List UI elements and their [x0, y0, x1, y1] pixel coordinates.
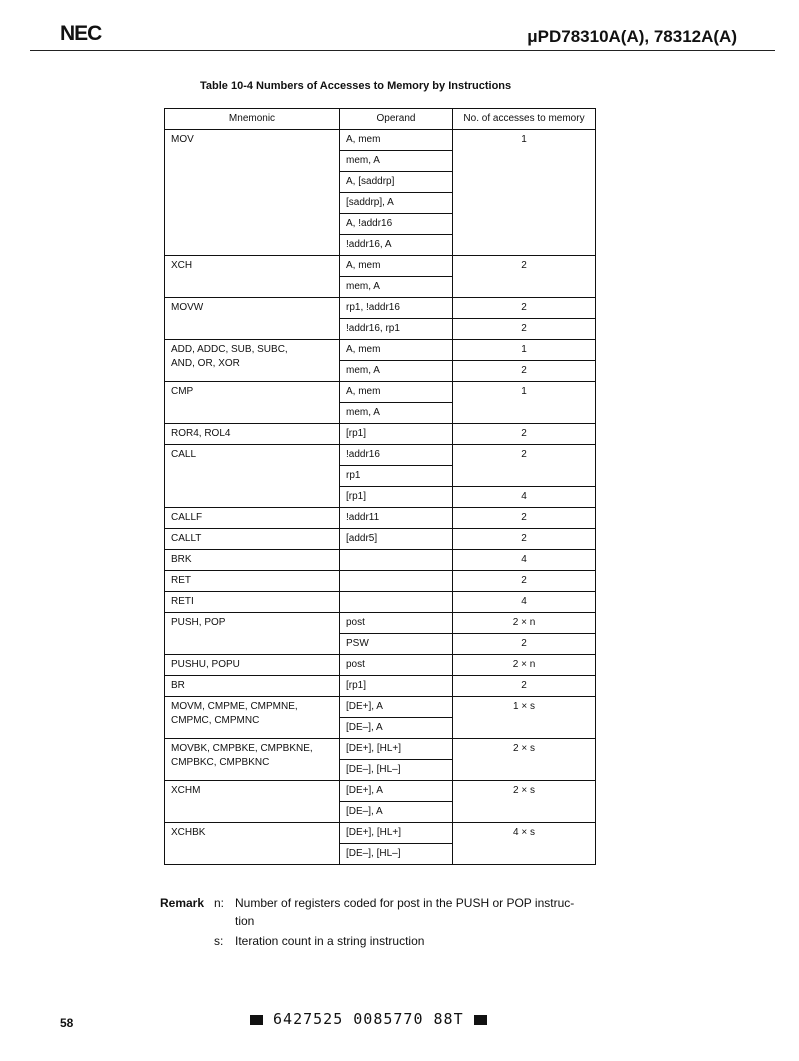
mnemonic-text: CALLT: [171, 533, 202, 544]
access-count-cell: 2 × s: [453, 739, 596, 781]
access-count-cell: 2: [453, 256, 596, 298]
operand-cell: A, mem: [340, 130, 453, 151]
operand-cell: [340, 550, 453, 571]
mnemonic-cell: [165, 781, 340, 823]
operand-cell: post: [340, 613, 453, 634]
access-count-cell: 2: [453, 298, 596, 319]
table-header-row: [165, 109, 596, 130]
access-count-cell: 2 × s: [453, 781, 596, 823]
table-row: [165, 697, 596, 718]
mnemonic-cell: [165, 676, 340, 697]
mnemonic-text: CALLF: [171, 512, 203, 523]
operand-cell: mem, A: [340, 361, 453, 382]
mnemonic-cell: [165, 655, 340, 676]
operand-cell: PSW: [340, 634, 453, 655]
access-count-cell: 2 × n: [453, 613, 596, 634]
mnemonic-cell: [165, 571, 340, 592]
operand-cell: A, [saddrp]: [340, 172, 453, 193]
operand-cell: [rp1]: [340, 487, 453, 508]
table-row: [165, 382, 596, 403]
table-row: [165, 340, 596, 361]
operand-cell: !addr11: [340, 508, 453, 529]
remark-label: Remark: [160, 896, 205, 910]
operand-cell: !addr16: [340, 445, 453, 466]
mnemonic-cell: [165, 823, 340, 865]
operand-cell: [DE+], A: [340, 781, 453, 802]
remark-s-key: s:: [214, 934, 224, 948]
document-title: μPD78310A(A), 78312A(A): [527, 27, 737, 46]
access-count-cell: 4: [453, 550, 596, 571]
mnemonic-cell: [165, 340, 340, 382]
access-count-cell: 1: [453, 382, 596, 424]
header-accesses: No. of accesses to memory: [453, 109, 596, 130]
access-count-cell: 2 × n: [453, 655, 596, 676]
operand-cell: mem, A: [340, 277, 453, 298]
remark-s-text: Iteration count in a string instruction: [235, 934, 425, 948]
barcode-text: 6427525 0085770 88T: [273, 1010, 464, 1028]
mnemonic-cell: [165, 256, 340, 298]
header-operand: Operand: [340, 109, 453, 130]
mnemonic-text: CMP: [171, 386, 194, 397]
operand-cell: post: [340, 655, 453, 676]
operand-cell: mem, A: [340, 151, 453, 172]
table-row: [165, 592, 596, 613]
operand-cell: [340, 592, 453, 613]
table-row: [165, 298, 596, 319]
mnemonic-text: MOVM, CMPME, CMPMNE, CMPMC, CMPMNC: [171, 701, 298, 726]
operand-cell: [DE–], [HL–]: [340, 760, 453, 781]
barcode-block-left: [250, 1015, 263, 1025]
operand-cell: [DE+], [HL+]: [340, 739, 453, 760]
table-row: [165, 445, 596, 466]
page-number: 58: [60, 1016, 74, 1030]
table-caption: Table 10-4 Numbers of Accesses to Memory by Instructions: [200, 80, 512, 92]
mnemonic-cell: [165, 298, 340, 340]
access-count-cell: 1 × s: [453, 697, 596, 739]
table-row: [165, 676, 596, 697]
operand-cell: rp1, !addr16: [340, 298, 453, 319]
table-row: [165, 655, 596, 676]
access-count-cell: 2: [453, 529, 596, 550]
mnemonic-cell: [165, 424, 340, 445]
access-count-cell: 2: [453, 634, 596, 655]
table-row: [165, 823, 596, 844]
access-count-cell: 4: [453, 487, 596, 508]
operand-cell: [340, 571, 453, 592]
mnemonic-cell: [165, 613, 340, 655]
mnemonic-text: BR: [171, 680, 185, 691]
operand-cell: [DE–], [HL–]: [340, 844, 453, 865]
access-count-cell: 1: [453, 340, 596, 361]
access-count-cell: 1: [453, 130, 596, 256]
table-row: [165, 613, 596, 634]
mnemonic-cell: [165, 697, 340, 739]
mnemonic-cell: [165, 739, 340, 781]
mnemonic-text: RETI: [171, 596, 194, 607]
mnemonic-text: RET: [171, 575, 191, 586]
mnemonic-text: MOV: [171, 134, 194, 145]
access-count-cell: 2: [453, 508, 596, 529]
mnemonic-text: BRK: [171, 554, 192, 565]
table-row: [165, 739, 596, 760]
mnemonic-cell: [165, 508, 340, 529]
mnemonic-text: XCHBK: [171, 827, 206, 838]
operand-cell: mem, A: [340, 403, 453, 424]
access-count-cell: 2: [453, 571, 596, 592]
table-body: [165, 130, 596, 865]
operand-cell: A, !addr16: [340, 214, 453, 235]
access-count-cell: 2: [453, 676, 596, 697]
operand-cell: [saddrp], A: [340, 193, 453, 214]
operand-cell: [DE–], A: [340, 802, 453, 823]
mnemonic-cell: [165, 445, 340, 508]
operand-cell: !addr16, rp1: [340, 319, 453, 340]
operand-cell: [rp1]: [340, 424, 453, 445]
operand-cell: [addr5]: [340, 529, 453, 550]
operand-cell: [DE–], A: [340, 718, 453, 739]
remark-n-text-cont: tion: [235, 914, 255, 928]
mnemonic-text: PUSH, POP: [171, 617, 226, 628]
operand-cell: A, mem: [340, 382, 453, 403]
header-rule: [30, 50, 775, 51]
mnemonic-cell: [165, 130, 340, 256]
mnemonic-text: CALL: [171, 449, 197, 460]
table-row: [165, 130, 596, 151]
mnemonic-cell: [165, 382, 340, 424]
operand-cell: !addr16, A: [340, 235, 453, 256]
mnemonic-cell: [165, 592, 340, 613]
access-count-cell: 2: [453, 361, 596, 382]
remark-n-text: Number of registers coded for post in the PUSH or POP instruc-: [235, 896, 575, 910]
mnemonic-cell: [165, 550, 340, 571]
operand-cell: rp1: [340, 466, 453, 487]
operand-cell: A, mem: [340, 256, 453, 277]
mnemonic-cell: [165, 529, 340, 550]
memory-access-table: [164, 108, 596, 865]
table-row: [165, 424, 596, 445]
header-mnemonic: Mnemonic: [165, 109, 340, 130]
mnemonic-text: MOVW: [171, 302, 204, 313]
mnemonic-text: PUSHU, POPU: [171, 659, 240, 670]
mnemonic-text: MOVBK, CMPBKE, CMPBKNE, CMPBKC, CMPBKNC: [171, 743, 313, 768]
mnemonic-text: XCH: [171, 260, 193, 271]
table-row: [165, 256, 596, 277]
mnemonic-text: ROR4, ROL4: [171, 428, 231, 439]
table-row: [165, 781, 596, 802]
remark-n-key: n:: [214, 896, 225, 910]
table-row: [165, 571, 596, 592]
access-count-cell: 4 × s: [453, 823, 596, 865]
remark: [160, 896, 204, 910]
nec-logo: NEC: [60, 22, 102, 45]
table-row: [165, 550, 596, 571]
operand-cell: A, mem: [340, 340, 453, 361]
table-row: [165, 508, 596, 529]
access-count-cell: 4: [453, 592, 596, 613]
access-count-cell: 2: [453, 445, 596, 487]
operand-cell: [DE+], [HL+]: [340, 823, 453, 844]
barcode: [250, 1010, 487, 1028]
access-count-cell: 2: [453, 319, 596, 340]
mnemonic-text: XCHM: [171, 785, 201, 796]
mnemonic-text: ADD, ADDC, SUB, SUBC, AND, OR, XOR: [171, 344, 288, 369]
table-row: [165, 529, 596, 550]
barcode-block-right: [474, 1015, 487, 1025]
operand-cell: [rp1]: [340, 676, 453, 697]
access-count-cell: 2: [453, 424, 596, 445]
operand-cell: [DE+], A: [340, 697, 453, 718]
